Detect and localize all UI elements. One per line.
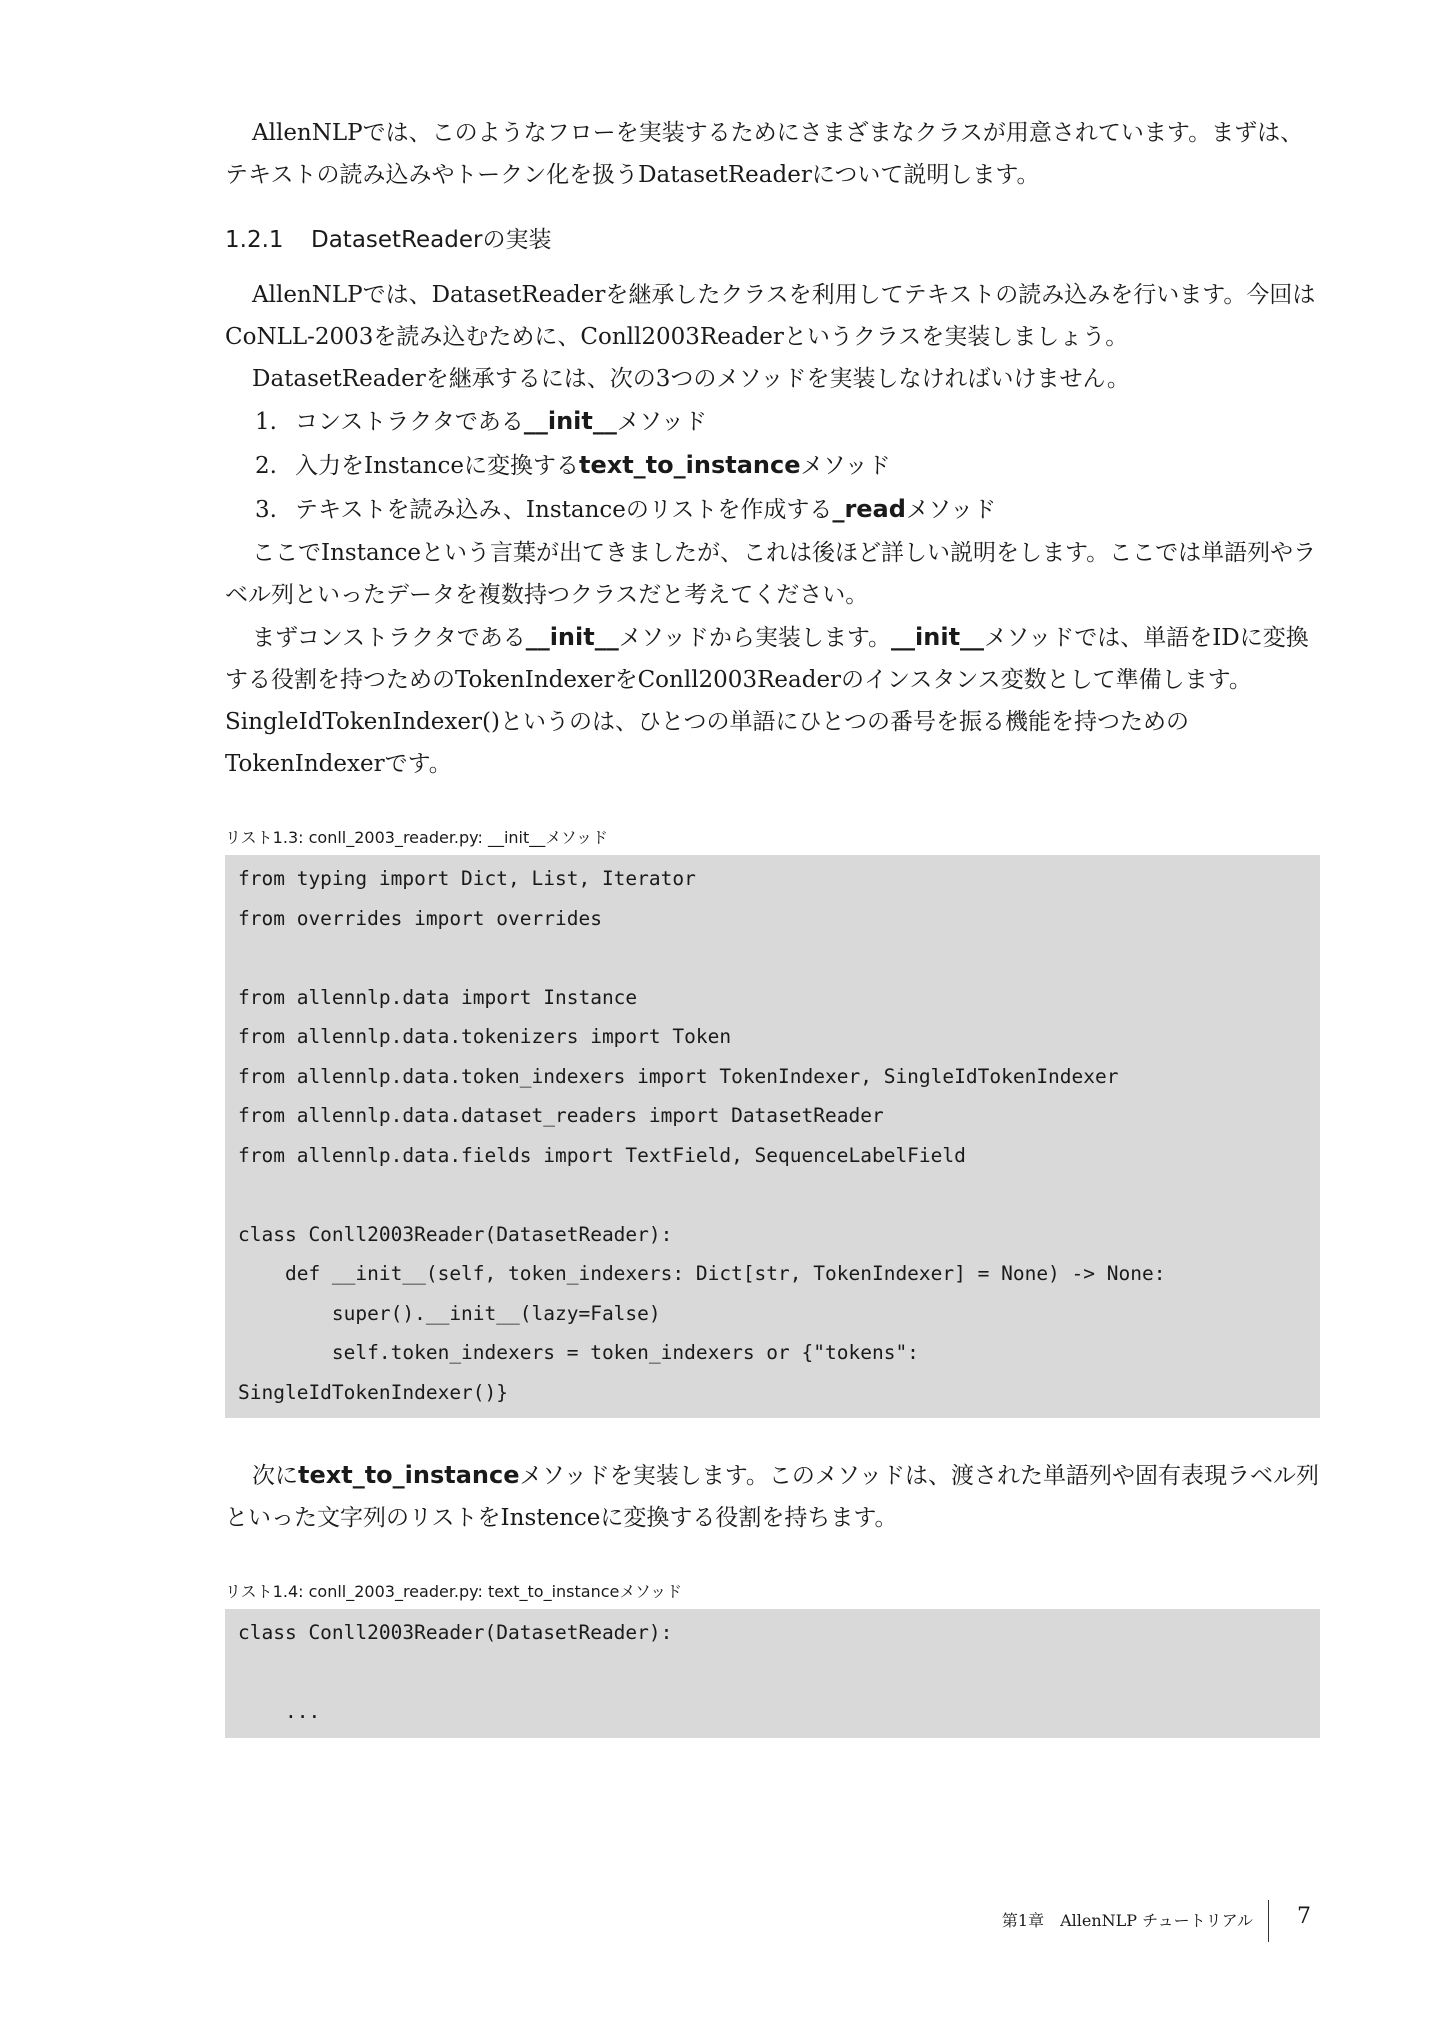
paragraph-intro: AllenNLPでは、このようなフローを実装するためにさまざまなクラスが用意されています。まずは、テキストの読み込みやトークン化を扱うDatasetReaderについて説明します。 xyxy=(225,120,1304,188)
paragraph-inherit: DatasetReaderを継承するには、次の3つのメソッドを実装しなければいけません。 xyxy=(252,366,1130,392)
code-line: from allennlp.data.dataset_readers import DatasetReader xyxy=(238,1104,884,1127)
code-line: super().__init__(lazy=False) xyxy=(238,1301,661,1325)
code-line: from allennlp.data.tokenizers import Token xyxy=(238,1025,732,1048)
section-number: 1.2.1 xyxy=(225,227,284,253)
method-list xyxy=(225,400,1320,532)
code-line: from overrides import overrides xyxy=(238,906,602,930)
list-item: 3. テキストを読み込み、Instanceのリストを作成する_readメソッド xyxy=(255,495,997,523)
code-line: from allennlp.data.token_indexers import TokenIndexer, SingleIdTokenIndexer xyxy=(238,1064,1119,1088)
code-block xyxy=(225,1609,1320,1738)
code-line: self.token_indexers = token_indexers or {"tokens": xyxy=(238,1341,919,1364)
code-line: def __init__(self, token_indexers: Dict[str, TokenIndexer] = None) -> None: xyxy=(238,1262,1166,1285)
code-line: from allennlp.data import Instance xyxy=(238,985,638,1009)
paragraph-instance: ここでInstanceという言葉が出てきましたが、これは後ほど詳しい説明をします。ここでは単語列やラベル列といったデータを複数持つクラスだと考えてください。 xyxy=(225,540,1317,608)
code-line xyxy=(238,1175,1307,1215)
page-content xyxy=(225,112,1320,1738)
page-number: 7 xyxy=(1297,1904,1311,1929)
paragraph-init: まずコンストラクタである__init__メソッドから実装します。__init__メソッドでは、単語をIDに変換する役割を持つためのTokenIndexerをConll2003Readerのインスタンス変数として準備します。SingleIdTokenIndexer()というのは、ひとつの単語にひとつの番号を振る機能を持つためのTokenIndexerです。 xyxy=(225,623,1309,777)
code-line: from typing import Dict, List, Iterator xyxy=(238,867,696,890)
list-item: 2. 入力をInstanceに変換するtext_to_instanceメソッド xyxy=(255,451,891,479)
code-line xyxy=(238,1653,1307,1693)
code-line: SingleIdTokenIndexer()} xyxy=(238,1380,509,1404)
listing-caption: リスト1.4: conll_2003_reader.py: text_to_instanceメソッド xyxy=(225,1582,683,1601)
code-line: class Conll2003Reader(DatasetReader): xyxy=(238,1222,673,1246)
section-heading xyxy=(225,220,1320,260)
code-block xyxy=(225,855,1320,1418)
code-line: ... xyxy=(238,1700,321,1723)
listing-caption: リスト1.3: conll_2003_reader.py: __init__メソッド xyxy=(225,828,608,847)
list-item: 1. コンストラクタである__init__メソッド xyxy=(255,407,708,435)
section-title: DatasetReaderの実装 xyxy=(311,227,552,253)
footer-chapter: 第1章 AllenNLP チュートリアル xyxy=(1001,1911,1253,1930)
footer-divider xyxy=(1268,1900,1269,1942)
paragraph-text-to-instance: 次にtext_to_instanceメソッドを実装します。このメソッドは、渡された単語列や固有表現ラベル列といった文字列のリストをInstenceに変換する役割を持ちます。 xyxy=(225,1461,1320,1531)
paragraph-datasetreader: AllenNLPでは、DatasetReaderを継承したクラスを利用してテキストの読み込みを行います。今回はCoNLL-2003を読み込むために、Conll2003Readerというクラスを実装しましょう。 xyxy=(225,282,1316,350)
code-line: class Conll2003Reader(DatasetReader): xyxy=(238,1621,673,1644)
code-line xyxy=(238,938,1307,978)
code-line: from allennlp.data.fields import TextField, SequenceLabelField xyxy=(238,1143,966,1167)
page-footer xyxy=(0,1900,1433,1950)
